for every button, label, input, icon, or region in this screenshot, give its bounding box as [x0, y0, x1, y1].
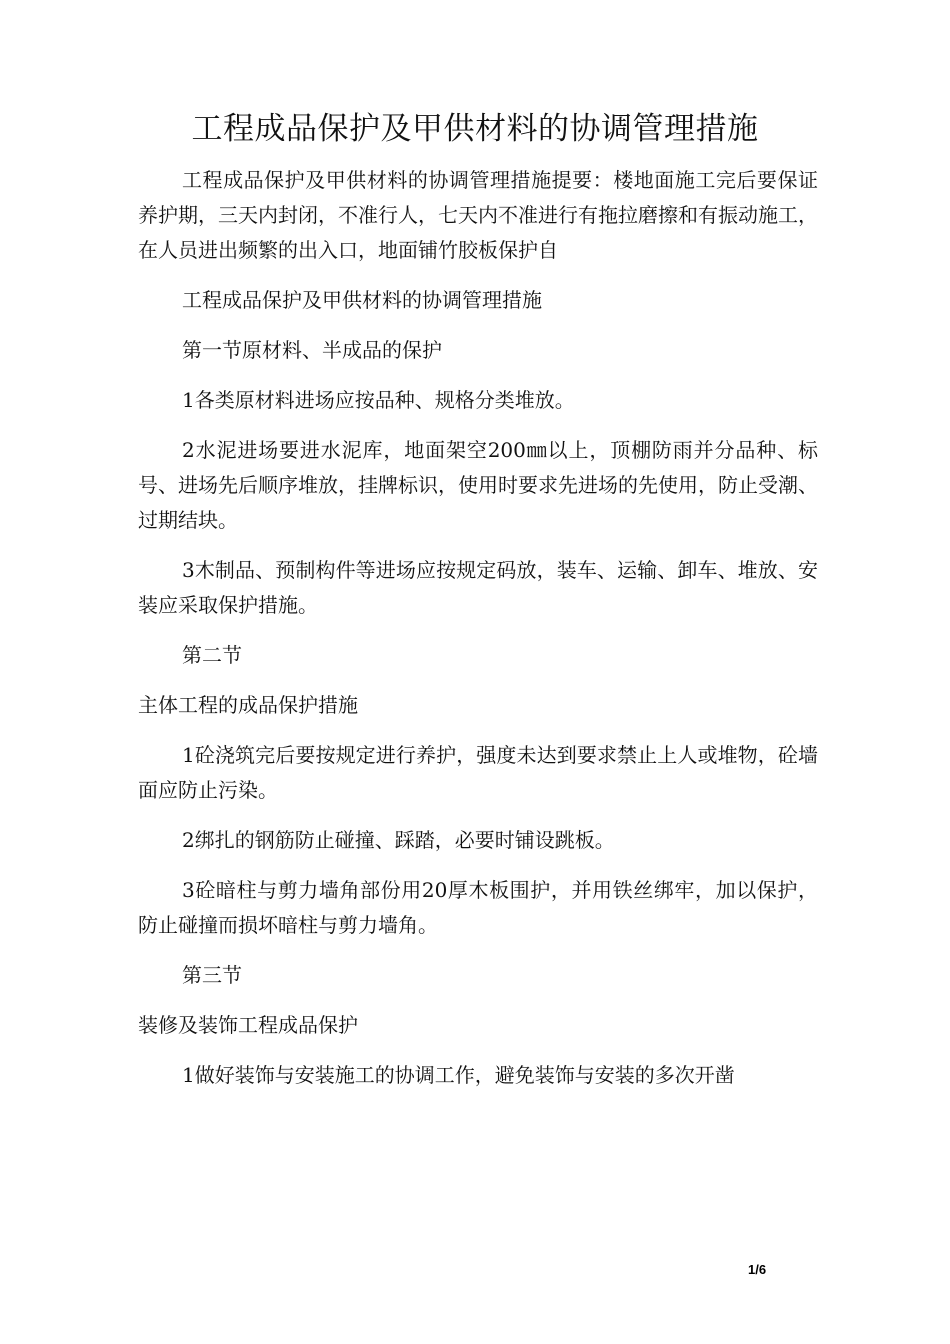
page-number: 1/6 [748, 1262, 767, 1277]
section-2-heading: 第二节 [182, 643, 242, 667]
section-1-heading: 第一节原材料、半成品的保护 [182, 338, 442, 362]
paragraph-item: 3木制品、预制构件等进场应按规定码放，装车、运输、卸车、堆放、安装应采取保护措施。 [138, 558, 818, 617]
section-2-subtitle: 主体工程的成品保护措施 [138, 693, 358, 717]
paragraph-item: 1砼浇筑完后要按规定进行养护，强度未达到要求禁止上人或堆物，砼墙面应防止污染。 [138, 743, 818, 802]
document-body [138, 163, 818, 1108]
paragraph-heading: 工程成品保护及甲供材料的协调管理措施 [182, 288, 542, 312]
paragraph-item: 3砼暗柱与剪力墙角部份用20厚木板围护，并用铁丝绑牢，加以保护，防止碰撞而损坏暗柱与剪力墙角。 [138, 878, 818, 937]
paragraph-item: 1各类原材料进场应按品种、规格分类堆放。 [182, 388, 575, 412]
paragraph-item: 1做好装饰与安装施工的协调工作，避免装饰与安装的多次开凿 [182, 1063, 735, 1087]
document-title: 工程成品保护及甲供材料的协调管理措施 [191, 111, 759, 147]
section-3-subtitle: 装修及装饰工程成品保护 [138, 1013, 358, 1037]
paragraph-item: 2绑扎的钢筋防止碰撞、踩踏，必要时铺设跳板。 [182, 828, 615, 852]
paragraph-item: 2水泥进场要进水泥库，地面架空200㎜以上，顶棚防雨并分品种、标号、进场先后顺序堆放，挂牌标识，使用时要求先进场的先使用，防止受潮、过期结块。 [138, 438, 818, 532]
section-3-heading: 第三节 [182, 963, 242, 987]
paragraph-summary: 工程成品保护及甲供材料的协调管理措施提要：楼地面施工完后要保证养护期，三天内封闭，不准行人，七天内不准进行有拖拉磨擦和有振动施工，在人员进出频繁的出入口，地面铺竹胶板保护自 [138, 168, 818, 262]
